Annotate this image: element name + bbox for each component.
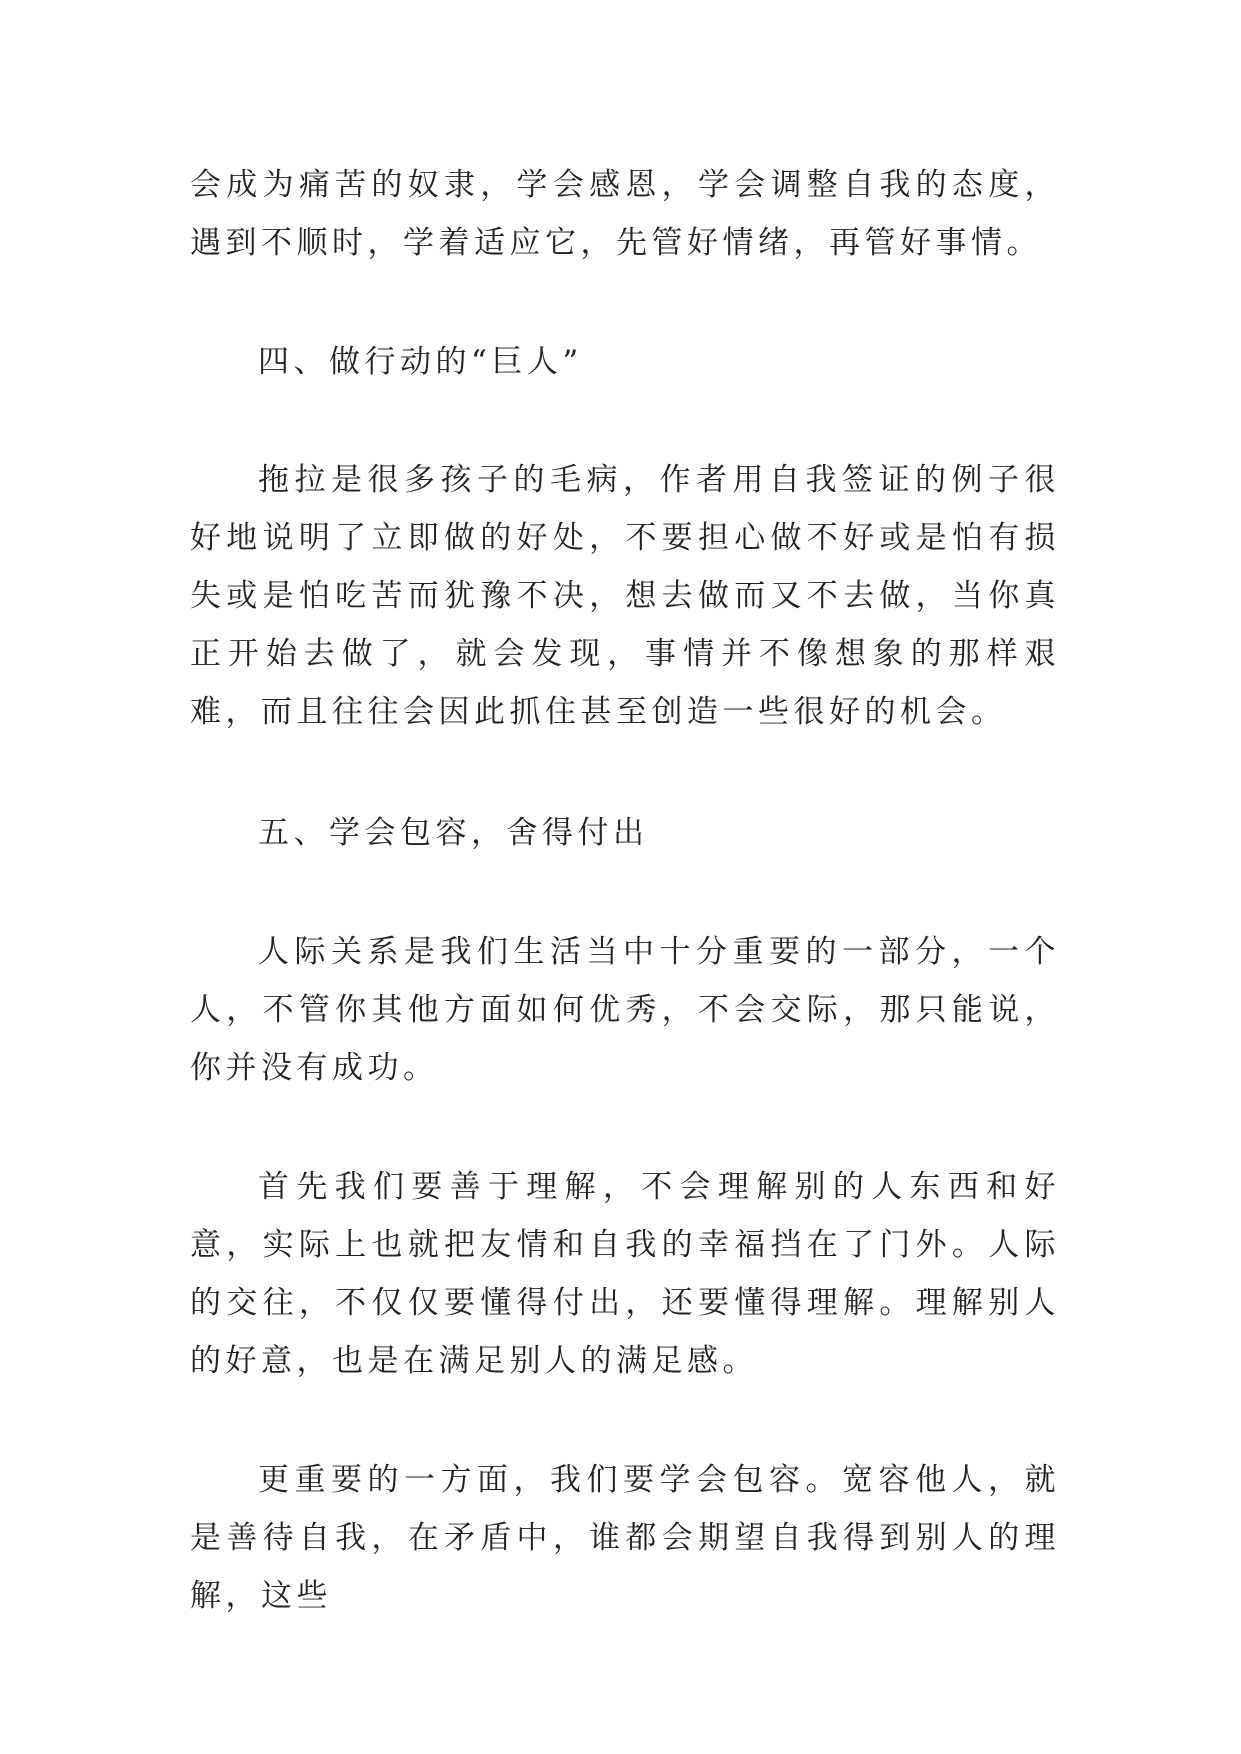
- paragraph-procrastination: 拖拉是很多孩子的毛病，作者用自我签证的例子很好地说明了立即做的好处，不要担心做不好或是怕有损失或是怕吃苦而犹豫不决，想去做而又不去做，当你真正开始去做了，就会发现，事情并不像想象的那样艰难，而且往往会因此抓住甚至创造一些很好的机会。: [190, 462, 1060, 730]
- section-heading-4: 四、做行动的“巨人”: [258, 344, 583, 380]
- paragraph-continuation: 会成为痛苦的奴隶，学会感恩，学会调整自我的态度，遇到不顺时，学着适应它，先管好情绪，再管好事情。: [190, 167, 1060, 261]
- section-heading-5: 五、学会包容，舍得付出: [258, 815, 649, 851]
- paragraph-relationships: 人际关系是我们生活当中十分重要的一部分，一个人，不管你其他方面如何优秀，不会交际，那只能说，你并没有成功。: [190, 934, 1060, 1086]
- paragraph-tolerance: 更重要的一方面，我们要学会包容。宽容他人，就是善待自我，在矛盾中，谁都会期望自我得到别人的理解，这些: [190, 1462, 1060, 1614]
- paragraph-understanding: 首先我们要善于理解，不会理解别的人东西和好意，实际上也就把友情和自我的幸福挡在了门外。人际的交往，不仅仅要懂得付出，还要懂得理解。理解别人的好意，也是在满足别人的满足感。: [190, 1169, 1060, 1379]
